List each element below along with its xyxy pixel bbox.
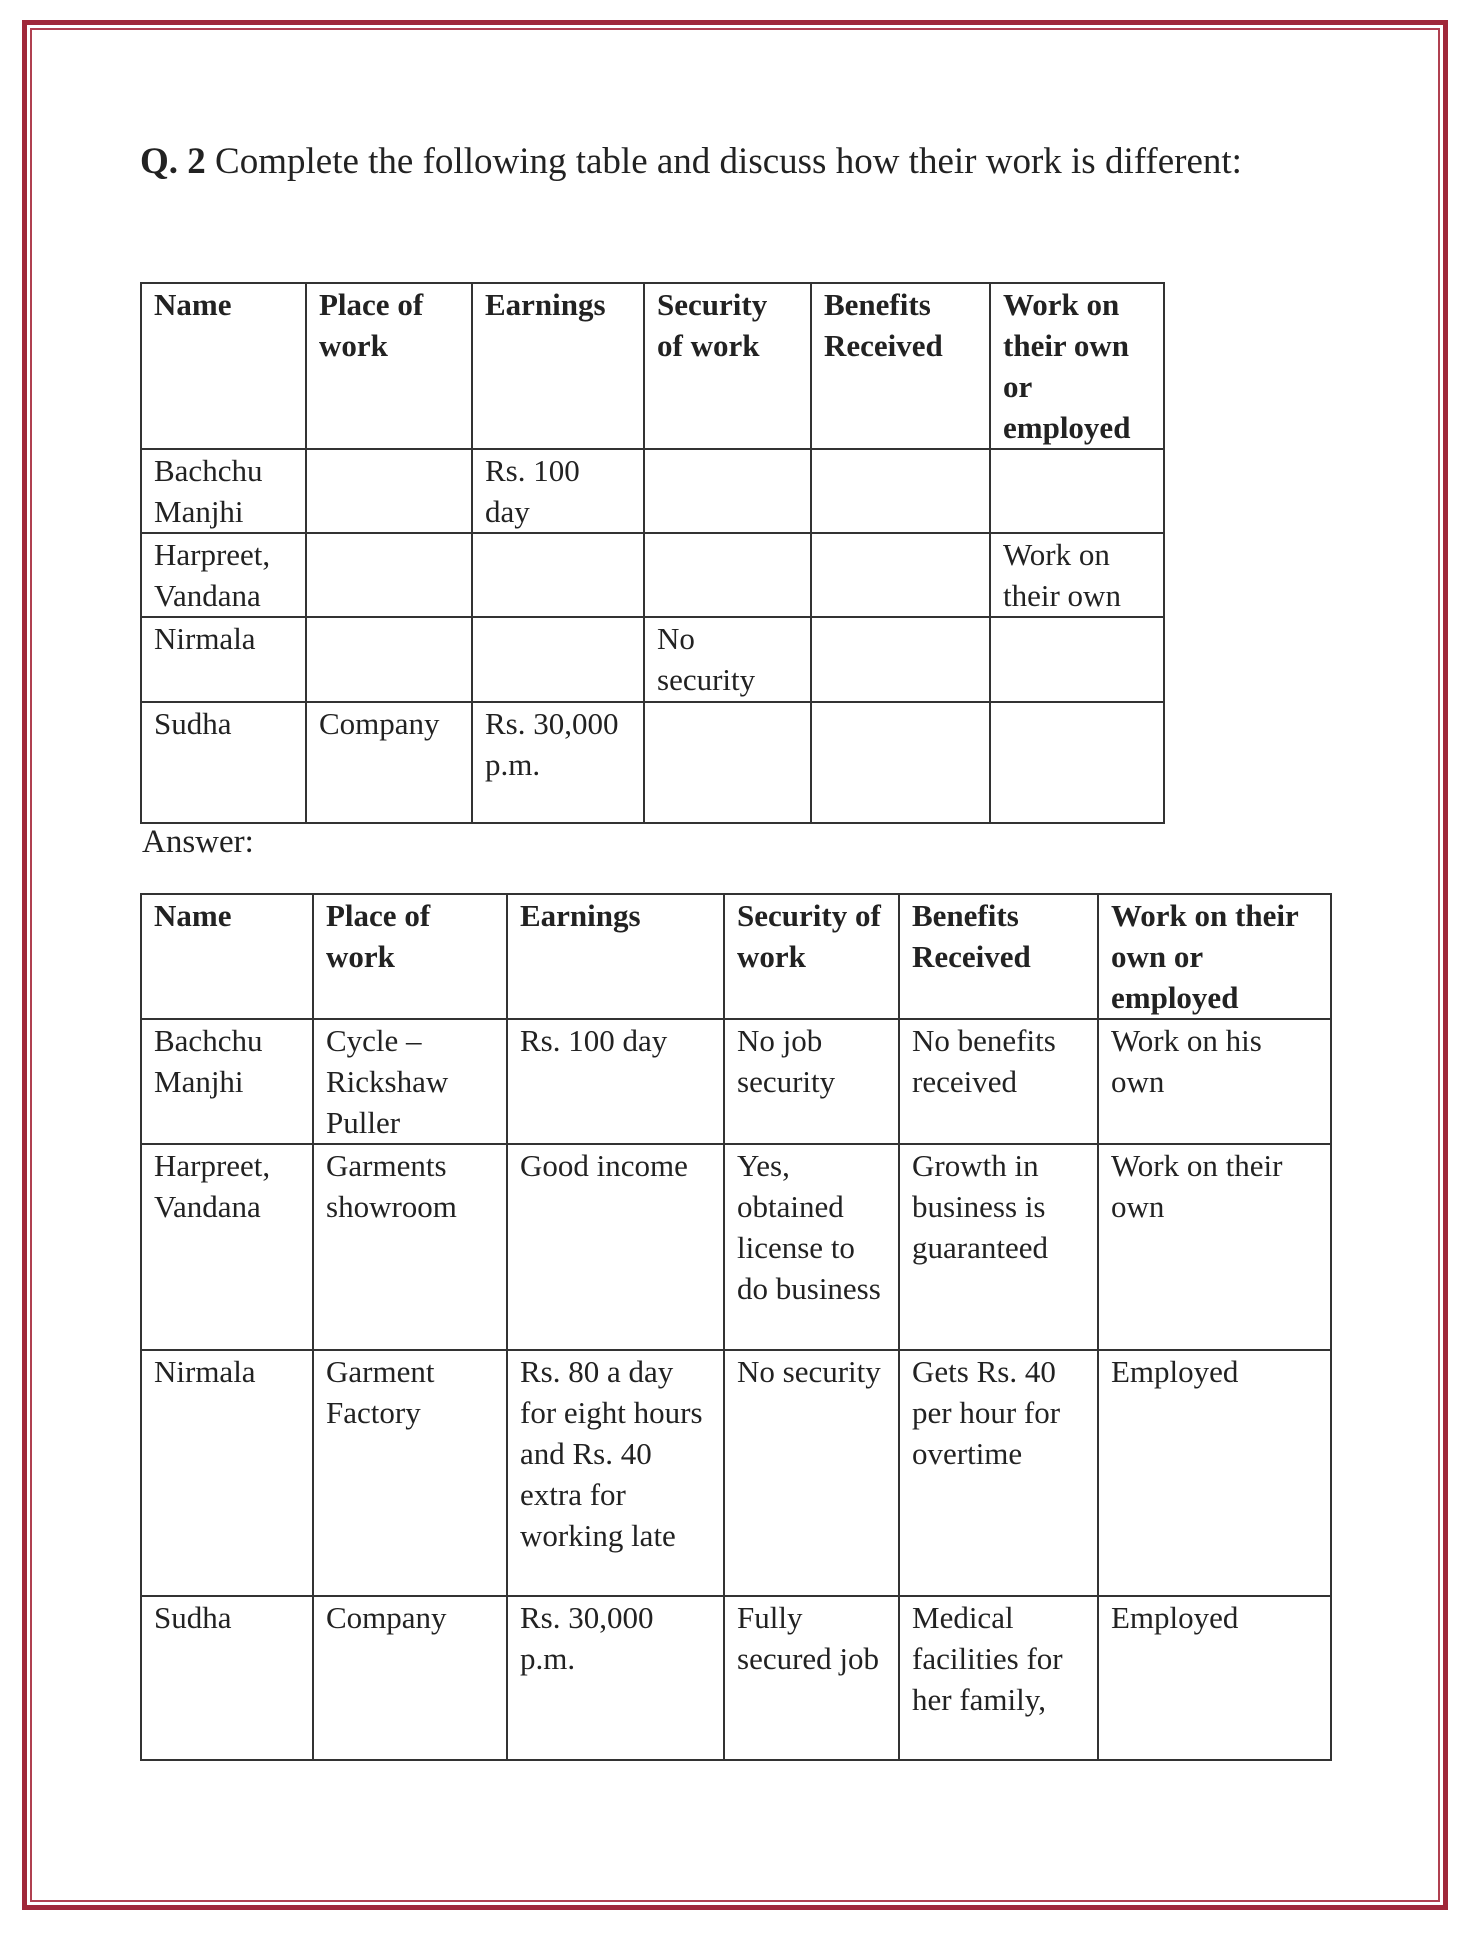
cell-earnings <box>472 533 644 617</box>
header-security-of-work: Security of work <box>644 283 811 449</box>
cell-benefits-received <box>811 617 990 702</box>
cell-name: Sudha <box>141 1596 313 1760</box>
header-earnings: Earnings <box>507 894 724 1019</box>
table-row <box>141 449 1164 533</box>
cell-place-of-work: Cycle – Rickshaw Puller <box>313 1019 507 1144</box>
cell-security-of-work <box>644 702 811 823</box>
cell-place-of-work <box>306 533 472 617</box>
cell-earnings: Rs. 100 day <box>507 1019 724 1144</box>
question-number: Q. 2 <box>140 141 206 182</box>
cell-work-status: Employed <box>1098 1350 1331 1596</box>
header-work-status: Work on their own or employed <box>1098 894 1331 1019</box>
cell-benefits-received: No benefits received <box>899 1019 1098 1144</box>
header-earnings: Earnings <box>472 283 644 449</box>
answer-table <box>140 893 1332 1761</box>
cell-place-of-work: Garment Factory <box>313 1350 507 1596</box>
question-title <box>140 140 1242 183</box>
cell-benefits-received <box>811 702 990 823</box>
cell-earnings: Good income <box>507 1144 724 1350</box>
question-text: Complete the following table and discuss how their work is different: <box>215 141 1242 182</box>
table-row <box>141 1144 1331 1350</box>
cell-place-of-work <box>306 617 472 702</box>
cell-work-status: Work on his own <box>1098 1019 1331 1144</box>
cell-work-status: Work on their own <box>990 533 1164 617</box>
cell-work-status <box>990 449 1164 533</box>
cell-security-of-work: No security <box>644 617 811 702</box>
cell-work-status <box>990 702 1164 823</box>
cell-security-of-work: Yes, obtained license to do business <box>724 1144 899 1350</box>
table-row <box>141 1019 1331 1144</box>
header-row <box>141 283 1164 449</box>
cell-name: Sudha <box>141 702 306 823</box>
cell-benefits-received: Growth in business is guaranteed <box>899 1144 1098 1350</box>
table-row <box>141 1596 1331 1760</box>
question-table <box>140 282 1165 824</box>
header-row <box>141 894 1331 1019</box>
cell-benefits-received: Gets Rs. 40 per hour for overtime <box>899 1350 1098 1596</box>
cell-earnings: Rs. 30,000 p.m. <box>472 702 644 823</box>
cell-benefits-received <box>811 533 990 617</box>
header-work-status: Work on their own or employed <box>990 283 1164 449</box>
header-place-of-work: Place of work <box>306 283 472 449</box>
cell-earnings: Rs. 100 day <box>472 449 644 533</box>
cell-work-status <box>990 617 1164 702</box>
cell-work-status: Work on their own <box>1098 1144 1331 1350</box>
cell-security-of-work: No job security <box>724 1019 899 1144</box>
cell-name: Nirmala <box>141 1350 313 1596</box>
cell-place-of-work <box>306 449 472 533</box>
cell-name: Harpreet, Vandana <box>141 533 306 617</box>
cell-work-status: Employed <box>1098 1596 1331 1760</box>
table-row <box>141 702 1164 823</box>
answer-label: Answer: <box>142 824 254 860</box>
cell-security-of-work <box>644 449 811 533</box>
cell-place-of-work: Garments showroom <box>313 1144 507 1350</box>
header-name: Name <box>141 894 313 1019</box>
header-security-of-work: Security of work <box>724 894 899 1019</box>
cell-earnings <box>472 617 644 702</box>
cell-benefits-received: Medical facilities for her family, <box>899 1596 1098 1760</box>
header-benefits-received: Benefits Received <box>899 894 1098 1019</box>
header-name: Name <box>141 283 306 449</box>
table-row <box>141 533 1164 617</box>
cell-name: Bachchu Manjhi <box>141 449 306 533</box>
cell-name: Harpreet, Vandana <box>141 1144 313 1350</box>
header-place-of-work: Place of work <box>313 894 507 1019</box>
cell-name: Nirmala <box>141 617 306 702</box>
cell-place-of-work: Company <box>313 1596 507 1760</box>
cell-place-of-work: Company <box>306 702 472 823</box>
cell-earnings: Rs. 80 a day for eight hours and Rs. 40 extra for working late <box>507 1350 724 1596</box>
header-benefits-received: Benefits Received <box>811 283 990 449</box>
cell-security-of-work <box>644 533 811 617</box>
cell-benefits-received <box>811 449 990 533</box>
cell-security-of-work: Fully secured job <box>724 1596 899 1760</box>
cell-security-of-work: No security <box>724 1350 899 1596</box>
cell-earnings: Rs. 30,000 p.m. <box>507 1596 724 1760</box>
table-row <box>141 1350 1331 1596</box>
table-row <box>141 617 1164 702</box>
cell-name: Bachchu Manjhi <box>141 1019 313 1144</box>
